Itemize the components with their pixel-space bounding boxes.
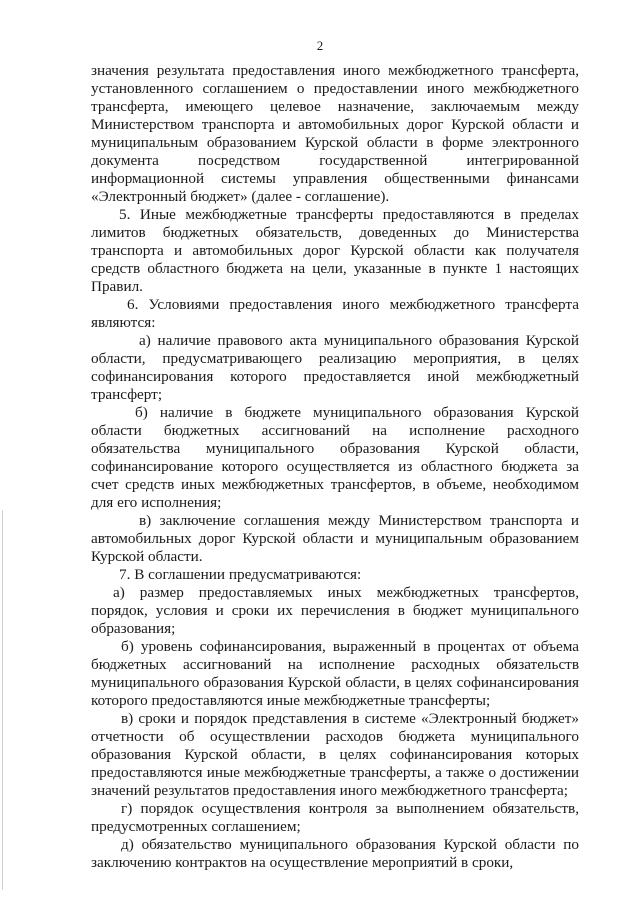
paragraph-item-7d: д) обязательство муниципального образования Курской области по заключению контрактов на осуществление мероприятий в сроки, xyxy=(91,836,579,871)
paragraph-item-6v: в) заключение соглашения между Министерством транспорта и автомобильных дорог Курской области и муниципальным образованием Курской области. xyxy=(91,512,579,565)
paragraph-item-7v: в) сроки и порядок представления в системе «Электронный бюджет» отчетности об осуществлении расходов бюджета муниципального образования Курской области, в целях софинансирования которых предоставляются иные межбюджетные трансферты, а также о достижении значений результатов предоставления иного межбюджетного трансферта; xyxy=(91,710,579,799)
document-body xyxy=(91,62,579,872)
paragraph-continuation: значения результата предоставления иного межбюджетного трансферта, установленного соглашением о предоставлении иного межбюджетного трансферта, имеющего целевое назначение, заключаемым между Министерством транспорта и автомобильных дорог Курской области и муниципальным образованием Курской области в форме электронного документа посредством государственной интегрированной информационной системы управления общественными финансами «Электронный бюджет» (далее - соглашение). xyxy=(91,62,579,205)
paragraph-item-6a: а) наличие правового акта муниципального образования Курской области, предусматривающего реализацию мероприятия, в целях софинансирования которого предоставляется иной межбюджетный трансферт; xyxy=(91,332,579,403)
paragraph-item-5: 5. Иные межбюджетные трансферты предоставляются в пределах лимитов бюджетных обязательств, доведенных до Министерства транспорта и автомобильных дорог Курской области как получателя средств областного бюджета на цели, указанные в пункте 1 настоящих Правил. xyxy=(91,206,579,295)
paragraph-item-7b: б) уровень софинансирования, выраженный в процентах от объема бюджетных ассигнований на исполнение расходных обязательств муниципального образования Курской области, в целях софинансирования которого предоставляются иные межбюджетные трансферты; xyxy=(91,638,579,709)
paragraph-item-7a: а) размер предоставляемых иных межбюджетных трансфертов, порядок, условия и сроки их перечисления в бюджет муниципального образования; xyxy=(91,584,579,637)
paragraph-item-7g: г) порядок осуществления контроля за выполнением обязательств, предусмотренных соглашением; xyxy=(91,800,579,835)
scan-margin-line xyxy=(2,510,3,890)
page-number: 2 xyxy=(316,38,324,53)
paragraph-item-7: 7. В соглашении предусматриваются: xyxy=(119,566,362,583)
paragraph-item-6b: б) наличие в бюджете муниципального образования Курской области бюджетных ассигнований на исполнение расходного обязательства муниципального образования Курской области, софинансирование которого осуществляется из областного бюджета за счет средств иных межбюджетных трансфертов, в объеме, необходимом для его исполнения; xyxy=(91,404,579,511)
paragraph-item-6: 6. Условиями предоставления иного межбюджетного трансферта являются: xyxy=(91,296,579,331)
